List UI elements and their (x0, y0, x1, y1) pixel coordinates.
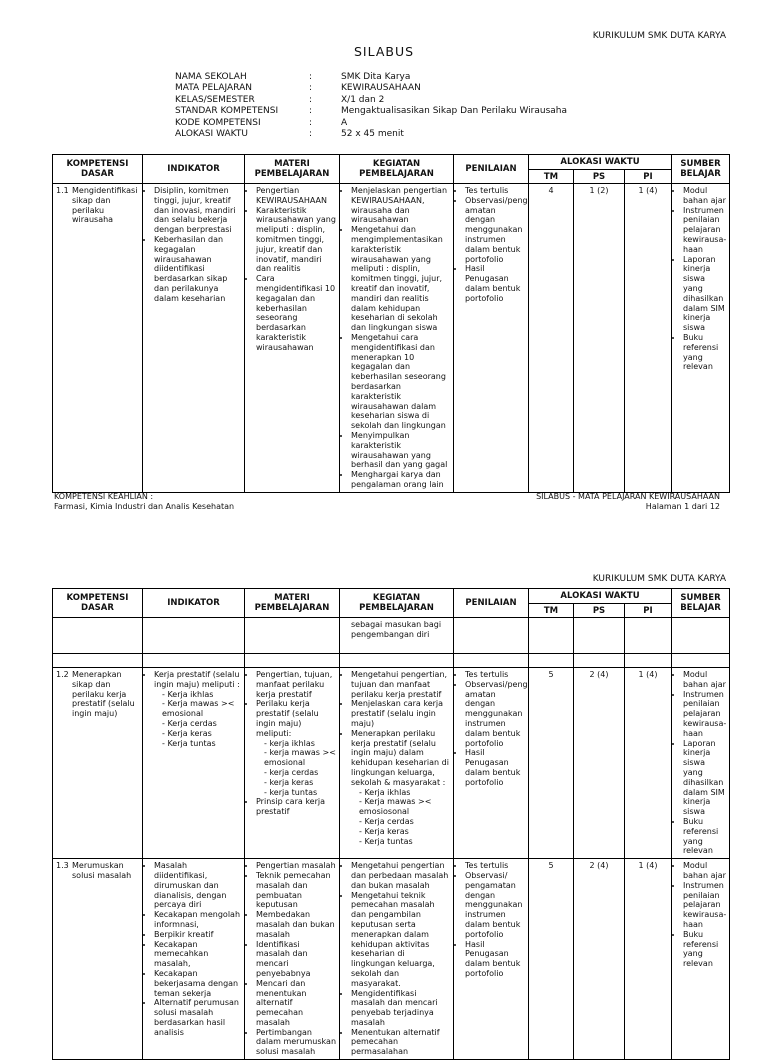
list-item: • Pengertian masalah (256, 861, 336, 871)
list-item: • Mengetahui pengertian, tujuan dan manfaat perilaku kerja prestatif (351, 670, 450, 699)
list-item: • Buku referensi yang relevan (683, 817, 726, 856)
table-row (53, 859, 730, 1060)
continuation-text: sebagai masukan bagi pengembangan diri (340, 618, 454, 654)
kd-number: 1.3 (56, 861, 69, 871)
col-penilaian: PENILAIAN (454, 589, 529, 618)
col-indikator: INDIKATOR (143, 155, 245, 184)
meta-value: KEWIRAUSAHAAN (341, 83, 421, 94)
col-sumber-belajar: SUMBER BELAJAR (672, 155, 730, 184)
list-item: • Laporan kinerja siswa yang dihasilkan dalam SIM kinerja siswa (683, 255, 726, 333)
table-row (53, 618, 730, 654)
list-item: • Kecakapan mengolah informnasi, (154, 910, 241, 930)
footer-left (54, 492, 234, 512)
list-item: • Mengidentifikasi masalah dan mencari penyebab terjadinya masalah (351, 989, 450, 1028)
meta-value: 52 x 45 menit (341, 129, 404, 140)
list-item: • Instrumen penilaian pelajaran kewirausa-haan (683, 881, 726, 930)
list-item: • Hasil Penugasan dalam bentuk portofolio (465, 748, 525, 787)
list-item: • Kecakapan bekerjasama dengan teman sekerja (154, 969, 241, 998)
table-row (53, 654, 730, 668)
list-item: • Menjelaskan pengertian KEWIRAUSAHAAN, wirausaha dan wirausahawan (351, 186, 450, 225)
list-item: • Instrumen penilaian pelajaran kewirausa-haan (683, 206, 726, 255)
list-item: • Perilaku kerja prestatif (selalu ingin maju) meliputi: - kerja ikhlas - kerja mawas >< emosional - kerja cerdas - kerja keras - kerja tuntas (256, 699, 336, 797)
footer-value: Farmasi, Kimia Industri dan Analis Kesehatan (54, 502, 235, 511)
list-item: • Masalah diidentifikasi, dirumuskan dan dianalisis, dengan percaya diri (154, 861, 241, 910)
list-item: • Identifikasi masalah dan mencari penyebabnya (256, 940, 336, 979)
list-item: • Laporan kinerja siswa yang dihasilkan dalam SIM kinerja siswa (683, 739, 726, 817)
list-item: • Menentukan alternatif pemecahan permasalahan (351, 1028, 450, 1057)
meta-label: NAMA SEKOLAH (175, 72, 247, 82)
list-item: • Kerja prestatif (selalu ingin maju) meliputi : - Kerja ikhlas - Kerja mawas >< emosional - Kerja cerdas - Kerja keras - Kerja tuntas (154, 670, 241, 748)
list-item: • Hasil Penugasan dalam bentuk portofolio (465, 940, 525, 979)
syllabus-table-page1 (52, 154, 730, 493)
tm-value: 5 (529, 668, 574, 859)
list-item: • Tes tertulis (465, 670, 525, 680)
col-kompetensi-dasar: KOMPETENSI DASAR (53, 589, 143, 618)
list-item: • Hasil Penugasan dalam bentuk portofolio (465, 264, 525, 303)
col-pi: PI (625, 604, 672, 618)
list-item: • Observasi/ pengamatan dengan menggunakan instrumen dalam bentuk portofolio (465, 871, 525, 940)
list-item: • Cara mengidentifikasi 10 kegagalan dan keberhasilan seseorang berdasarkan karakteristik wirausahawan (256, 274, 336, 352)
list-item: - Kerja keras (162, 729, 241, 739)
col-kegiatan: KEGIATAN PEMBELAJARAN (340, 155, 454, 184)
list-item: • Prinsip cara kerja prestatif (256, 797, 336, 817)
ps-value: 2 (4) (574, 859, 625, 1060)
ps-value: 2 (4) (574, 668, 625, 859)
col-kegiatan: KEGIATAN PEMBELAJARAN (340, 589, 454, 618)
meta-label: STANDAR KOMPETENSI (175, 106, 279, 117)
tm-value: 5 (529, 859, 574, 1060)
kd-text: Mengidentifikasi sikap dan perilaku wirausaha (72, 186, 138, 225)
footer-page-number: Halaman 1 dari 12 (645, 502, 720, 511)
list-item: - Kerja ikhlas (359, 788, 450, 798)
curriculum-header: KURIKULUM SMK DUTA KARYA (592, 574, 726, 584)
list-item: • Mengetahui cara mengidentifikasi dan menerapkan 10 kegagalan dan keberhasilan seseorang berdasarkan karakteristik wirausahawan dalam keseharian siswa di sekolah dan lingkungan (351, 333, 450, 431)
list-item: • Mengetahui teknik pemecahan masalah dan pengambilan keputusan serta menerapkan dalam kehidupan aktivitas keseharian di lingkungan keluarga, sekolah dan masyarakat. (351, 891, 450, 989)
list-item: - kerja keras (264, 778, 336, 788)
table-row (53, 184, 730, 493)
tm-value: 4 (529, 184, 574, 493)
meta-label: MATA PELAJARAN (175, 83, 252, 94)
pi-value: 1 (4) (625, 668, 672, 859)
footer-right (536, 492, 720, 512)
kd-number: 1.2 (56, 670, 69, 679)
footer-label: KOMPETENSI KEAHLIAN : (54, 492, 154, 501)
list-item: • Observasi/peng amatan dengan menggunakan instrumen dalam bentuk portofolio (465, 196, 525, 265)
list-item: • Alternatif perumusan solusi masalah berdasarkan hasil analisis (154, 998, 241, 1037)
col-tm: TM (529, 170, 574, 184)
pi-value: 1 (4) (625, 184, 672, 493)
list-item: • Menerapkan perilaku kerja prestatif (selalu ingin maju) dalam kehidupan keseharian di lingkungan keluarga, sekolah & masyarakat : - Kerja ikhlas - Kerja mawas >< emosiosonal - Kerja cerdas - Kerja keras - Kerja tuntas (351, 729, 450, 847)
list-item: - Kerja mawas >< emosional (162, 699, 241, 719)
col-alokasi-waktu: ALOKASI WAKTU (529, 155, 672, 170)
list-item: • Tes tertulis (465, 186, 525, 196)
list-item: • Buku referensi yang relevan (683, 333, 726, 372)
list-item: • Mencari dan menentukan alternatif pemecahan masalah (256, 979, 336, 1028)
col-indikator: INDIKATOR (143, 589, 245, 618)
list-item: - kerja mawas >< emosional (264, 748, 336, 768)
list-item: - Kerja tuntas (359, 837, 450, 847)
kd-text: Merumuskan solusi masalah (72, 861, 132, 880)
kd-number: 1.1 (56, 186, 69, 195)
list-item: • Buku referensi yang relevan (683, 930, 726, 969)
list-item: • Tes tertulis (465, 861, 525, 871)
list-item: • Teknik pemecahan masalah dan pembuatan keputusan (256, 871, 336, 910)
list-item: - kerja cerdas (264, 768, 336, 778)
list-item: • Menyimpulkan karakteristik wirausahawan yang berhasil dan yang gagal (351, 431, 450, 470)
col-materi: MATERI PEMBELAJARAN (245, 155, 340, 184)
list-item: • Mengetahui dan mengimplementasikan karakteristik wirausahawan yang meliputi : displin, komitmen tinggi, jujur, kreatif dan inovatif, mandiri dan realitis dalam kehidupan keseharian di sekolah dan lingkungan siswa (351, 225, 450, 333)
col-pi: PI (625, 170, 672, 184)
list-item: • Modul bahan ajar (683, 186, 726, 206)
list-item: - Kerja cerdas (359, 817, 450, 827)
list-item: • Menjelaskan cara kerja prestatif (selalu ingin maju) (351, 699, 450, 728)
list-item: - Kerja tuntas (162, 739, 241, 749)
list-item: • Mengetahui pengertian dan perbedaan masalah dan bukan masalah (351, 861, 450, 890)
col-alokasi-waktu: ALOKASI WAKTU (529, 589, 672, 604)
footer-subject: SILABUS - MATA PELAJARAN KEWIRAUSAHAAN (536, 492, 720, 501)
col-penilaian: PENILAIAN (454, 155, 529, 184)
col-sumber-belajar: SUMBER BELAJAR (672, 589, 730, 618)
col-ps: PS (574, 170, 625, 184)
list-item: • Modul bahan ajar (683, 670, 726, 690)
list-item: - kerja ikhlas (264, 739, 336, 749)
list-item: • Membedakan masalah dan bukan masalah (256, 910, 336, 939)
meta-label: KODE KOMPETENSI (175, 117, 261, 128)
meta-label: ALOKASI WAKTU (175, 129, 248, 140)
list-item: • Pengertian, tujuan, manfaat perilaku kerja prestatif (256, 670, 336, 699)
meta-value: SMK Dita Karya (341, 72, 411, 82)
table-row (53, 668, 730, 859)
list-item: - Kerja mawas >< emosiosonal (359, 797, 450, 817)
col-materi: MATERI PEMBELAJARAN (245, 589, 340, 618)
list-item: • Menghargai karya dan pengalaman orang lain (351, 470, 450, 490)
list-item: • Berpikir kreatif (154, 930, 241, 940)
list-item: • Instrumen penilaian pelajaran kewirausa-haan (683, 690, 726, 739)
list-item: • Modul bahan ajar (683, 861, 726, 881)
syllabus-table-page2 (52, 588, 730, 1060)
list-item: • Karakteristik wirausahawan yang meliputi : displin, komitmen tinggi, jujur, kreatif dan inovatif, mandiri dan realitis (256, 206, 336, 275)
list-item: - Kerja keras (359, 827, 450, 837)
meta-value: A (341, 117, 348, 128)
page-title: SILABUS (353, 44, 415, 59)
pi-value: 1 (4) (625, 859, 672, 1060)
meta-label: KELAS/SEMESTER (175, 94, 255, 105)
list-item: • Pertimbangan dalam merumuskan solusi masalah (256, 1028, 336, 1057)
kd-text: Menerapkan sikap dan perilaku kerja prestatif (selalu ingin maju) (72, 670, 135, 719)
col-ps: PS (574, 604, 625, 618)
list-item: - Kerja ikhlas (162, 690, 241, 700)
list-item: • Kecakapan memecahkan masalah, (154, 940, 241, 969)
col-tm: TM (529, 604, 574, 618)
col-kompetensi-dasar: KOMPETENSI DASAR (53, 155, 143, 184)
list-item: • Disiplin, komitmen tinggi, jujur, kreatif dan inovasi, mandiri dan selalu bekerja dengan berprestasi (154, 186, 241, 235)
list-item: - Kerja cerdas (162, 719, 241, 729)
list-item: • Pengertian KEWIRAUSAHAAN (256, 186, 336, 206)
list-item: • Keberhasilan dan kegagalan wirausahawan diidentifikasi berdasarkan sikap dan perilakunya dalam keseharian (154, 235, 241, 304)
meta-value: X/1 dan 2 (341, 94, 385, 105)
syllabus-meta: NAMA SEKOLAH : SMK Dita Karya MATA PELAJARAN : KEWIRAUSAHAAN KELAS/SEMESTER : X/1 dan 2 STANDAR KOMPETENSI : Mengaktualisasikan Sikap Dan Perilaku Wirausaha KODE KOMPETENSI : A ALOKASI WAKTU : 52 x 45 menit (175, 72, 567, 140)
list-item: • Observasi/peng amatan dengan menggunakan instrumen dalam bentuk portofolio (465, 680, 525, 749)
ps-value: 1 (2) (574, 184, 625, 493)
curriculum-header: KURIKULUM SMK DUTA KARYA (592, 31, 726, 41)
list-item: - kerja tuntas (264, 788, 336, 798)
meta-value: Mengaktualisasikan Sikap Dan Perilaku Wirausaha (341, 106, 567, 117)
